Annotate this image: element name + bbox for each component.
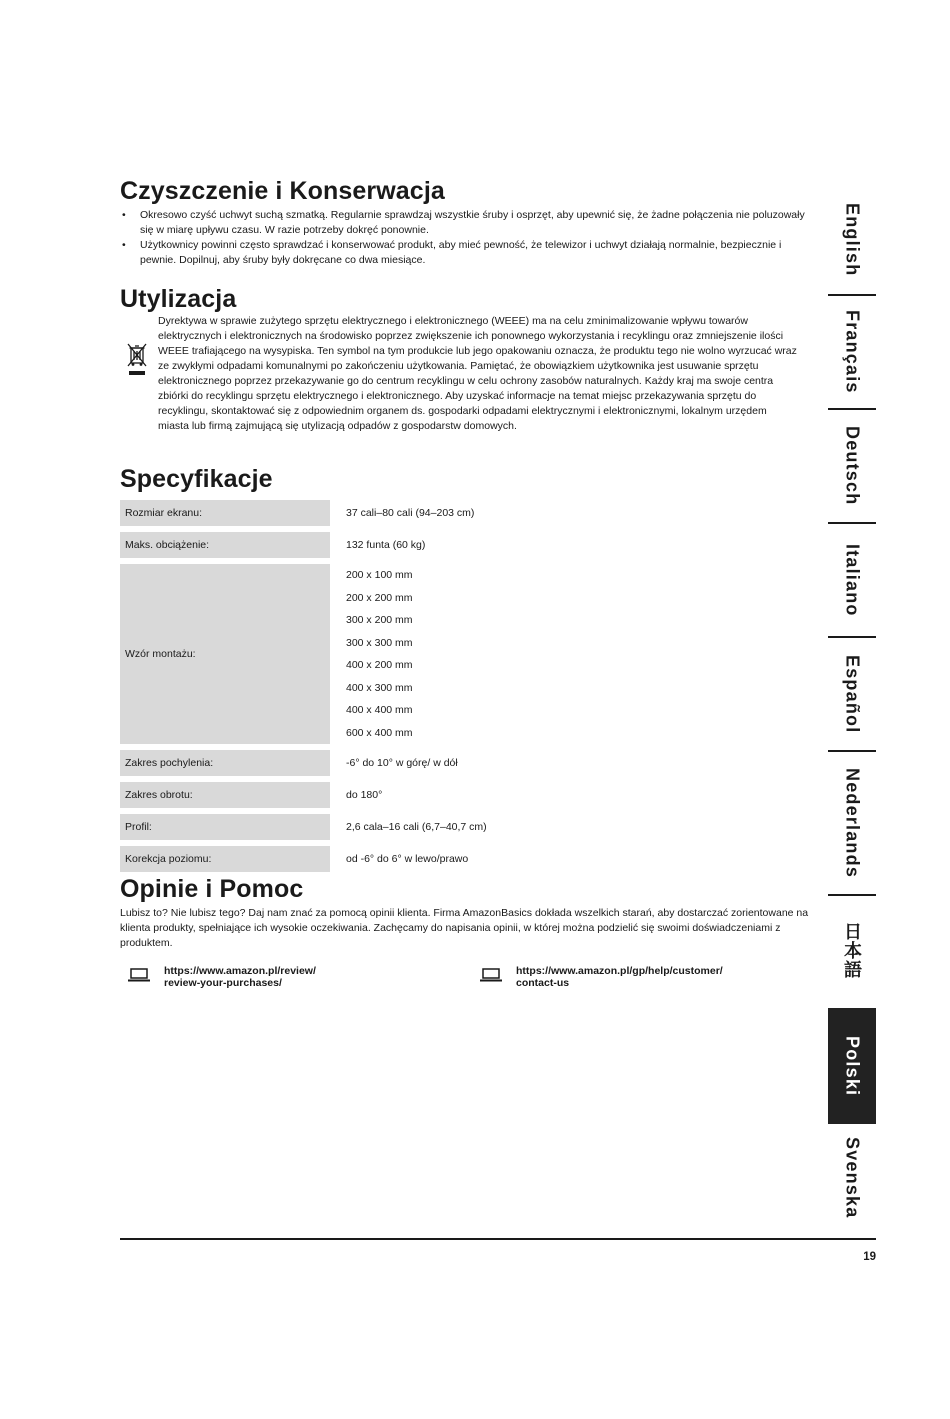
spec-value: od -6° do 6° w lewo/prawo bbox=[330, 843, 810, 875]
cleaning-section bbox=[120, 176, 810, 268]
spec-label: Wzór montażu: bbox=[120, 561, 330, 747]
specs-heading: Specyfikacje bbox=[120, 465, 273, 493]
mount-pattern-value: 600 x 400 mm bbox=[346, 726, 413, 739]
weee-crossed-bin-icon bbox=[126, 342, 148, 378]
spec-label: Rozmiar ekranu: bbox=[120, 500, 330, 529]
tab-label: Deutsch bbox=[842, 426, 863, 506]
table-row bbox=[120, 747, 810, 779]
feedback-section bbox=[120, 874, 810, 1005]
feedback-text: Lubisz to? Nie lubisz tego? Daj nam znać za pomocą opinii klienta. Firma AmazonBasics dokłada wszelkich starań, aby dostarczać zorientowane na klienta produkty, spełniające ich wysokie oczekiwania. Zachęcamy do napisania opinii, w której można podzielić się swoimi doświadczeniami z produktem. bbox=[120, 907, 809, 949]
tab-label: Italiano bbox=[842, 543, 863, 617]
cleaning-item-text: Użytkownicy powinni często sprawdzać i konserwować produkt, aby mieć pewność, że telewizor i uchwyt działają normalnie, bezpiecznie i pewnie. Dopilnuj, aby śruby były dokręcane co dwa miesiące. bbox=[140, 239, 782, 266]
tab-label: Español bbox=[842, 654, 863, 734]
page-number: 19 bbox=[863, 1251, 876, 1263]
contact-link-line1[interactable]: https://www.amazon.pl/gp/help/customer/ bbox=[516, 965, 723, 977]
spec-value: 132 funta (60 kg) bbox=[330, 529, 810, 561]
tab-nederlands[interactable] bbox=[828, 752, 876, 894]
cleaning-list bbox=[120, 208, 810, 268]
tab-label: 日本語 bbox=[842, 922, 862, 980]
tab-polski[interactable] bbox=[828, 1008, 876, 1124]
spec-value: do 180° bbox=[330, 779, 810, 811]
spec-label: Korekcja poziomu: bbox=[120, 843, 330, 875]
help-links bbox=[120, 965, 810, 1005]
contact-link-line2[interactable]: contact-us bbox=[516, 977, 570, 989]
list-item bbox=[122, 238, 810, 268]
spec-label: Profil: bbox=[120, 811, 330, 843]
laptop-icon bbox=[128, 968, 150, 982]
bullet: • bbox=[122, 239, 126, 251]
tab-english[interactable] bbox=[828, 186, 876, 294]
cleaning-item-text: Okresowo czyść uchwyt suchą szmatką. Regularnie sprawdzaj wszystkie śruby i osprzęt, aby upewnić się, że żadne połączenia nie poluzowały się w miarę upływu czasu. W razie potrzeby dokręć ponownie. bbox=[140, 209, 805, 236]
review-link-line1[interactable]: https://www.amazon.pl/review/ bbox=[164, 965, 316, 977]
table-row bbox=[120, 500, 810, 529]
mount-pattern-value: 300 x 300 mm bbox=[346, 636, 413, 649]
spec-value: 37 cali–80 cali (94–203 cm) bbox=[330, 500, 810, 529]
table-row bbox=[120, 561, 810, 747]
tab-italiano[interactable] bbox=[828, 524, 876, 636]
mount-pattern-value: 400 x 400 mm bbox=[346, 704, 413, 716]
tab-deutsch[interactable] bbox=[828, 410, 876, 522]
spec-label: Zakres obrotu: bbox=[120, 779, 330, 811]
tab-label: Nederlands bbox=[842, 767, 863, 879]
spec-label: Maks. obciążenie: bbox=[120, 529, 330, 561]
disposal-text: Dyrektywa w sprawie zużytego sprzętu elektrycznego i elektronicznego (WEEE) ma na celu zminimalizowanie wpływu towarów elektrycznych i elektronicznych na środowisko poprzez zwiększenie ich ponownego wykorzystania i recyklingu oraz zmniejszenie ilości WEEE trafiającego na wysypiska. Ten symbol na tym produkcie lub jego opakowaniu oznacza, że produktu tego nie wolno wyrzucać wraz ze zwykłymi odpadami komunalnymi po zakończeniu użytkowania. Pamiętać, że obowiązkiem użytkownika jest usuwanie sprzętu elektronicznego poprzez przekazywanie go do centrum recyklingu w celu ochrony zasobów naturalnych. Każdy kraj ma swoje centra zbiórki do recyklingu sprzętu elektrycznego i elektronicznego. Aby uzyskać informacje na temat miejsc przekazywania sprzętu do recyklingu, skontaktować się z odpowiednim organem ds. gospodarki odpadami elektrycznymi i elektronicznymi, lokalnym urzędem miasta lub firmą zajmującą się utylizacją odpadów z gospodarstw domowych. bbox=[158, 315, 797, 432]
review-link-url[interactable] bbox=[164, 965, 424, 989]
specs-table bbox=[120, 500, 810, 878]
spec-label: Zakres pochylenia: bbox=[120, 747, 330, 779]
table-row bbox=[120, 529, 810, 561]
tab-espanol[interactable] bbox=[828, 638, 876, 750]
spec-value: 2,6 cala–16 cali (6,7–40,7 cm) bbox=[330, 811, 810, 843]
table-row bbox=[120, 779, 810, 811]
tab-label: English bbox=[842, 203, 863, 277]
mount-pattern-value: 200 x 200 mm bbox=[346, 591, 413, 604]
mount-pattern-value: 300 x 200 mm bbox=[346, 614, 413, 626]
bullet: • bbox=[122, 209, 126, 221]
review-link-line2[interactable]: review-your-purchases/ bbox=[164, 977, 282, 989]
tab-label: Svenska bbox=[842, 1137, 863, 1219]
disposal-section bbox=[120, 284, 810, 434]
tab-francais[interactable] bbox=[828, 296, 876, 408]
cleaning-heading: Czyszczenie i Konserwacja bbox=[120, 177, 445, 205]
mount-pattern-value: 200 x 100 mm bbox=[346, 569, 413, 581]
list-item bbox=[122, 208, 810, 238]
laptop-icon bbox=[480, 968, 502, 982]
contact-link-url[interactable] bbox=[516, 965, 776, 989]
specs-section bbox=[120, 464, 810, 878]
disposal-heading: Utylizacja bbox=[120, 285, 237, 313]
spec-value: -6° do 10° w górę/ w dół bbox=[330, 747, 810, 779]
table-row bbox=[120, 811, 810, 843]
table-row bbox=[120, 843, 810, 875]
mount-pattern-value: 400 x 300 mm bbox=[346, 681, 413, 694]
feedback-heading: Opinie i Pomoc bbox=[120, 875, 304, 903]
tab-label: Français bbox=[842, 310, 863, 394]
tab-label: Polski bbox=[842, 1035, 863, 1097]
disposal-body bbox=[120, 314, 810, 434]
mount-pattern-value: 400 x 200 mm bbox=[346, 659, 413, 671]
footer-divider bbox=[120, 1238, 876, 1240]
mount-pattern-values bbox=[330, 561, 810, 747]
tab-svenska[interactable] bbox=[828, 1126, 876, 1230]
tab-japanese[interactable] bbox=[828, 896, 876, 1006]
